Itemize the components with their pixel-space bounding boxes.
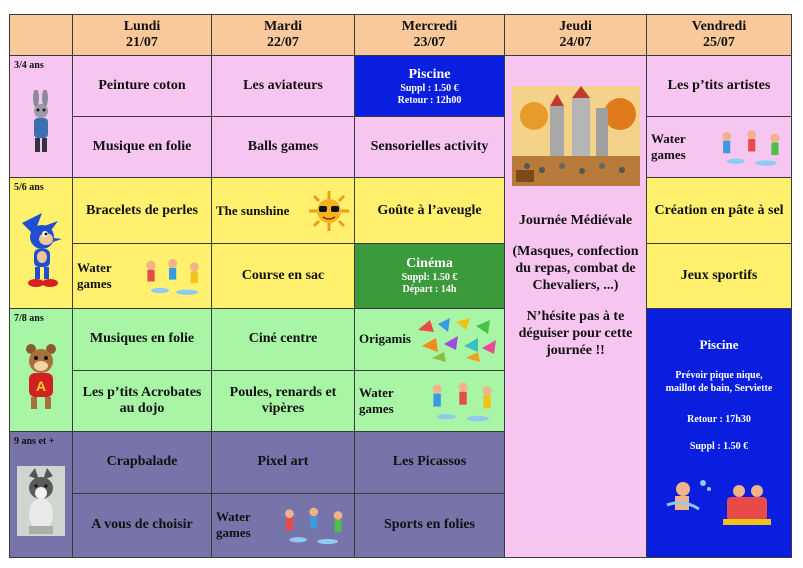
age-group-3-4: 3/4 ans — [10, 56, 73, 178]
activity-cell: Course en sac — [212, 244, 355, 308]
origami-animals-icon — [416, 316, 500, 362]
kids-playing-water-icon — [716, 125, 787, 169]
corner-cell — [10, 15, 73, 56]
activity-cell: Jeux sportifs — [647, 244, 792, 308]
piscine-cell-mercredi: Piscine Suppl : 1.50 € Retour : 12h00 — [355, 56, 505, 117]
day-header-lundi: Lundi 21/07 — [73, 15, 212, 56]
activity-cell: Les p’tits artistes — [647, 56, 792, 117]
hedgehog-character-icon — [18, 209, 64, 289]
day-header-mardi: Mardi 22/07 — [212, 15, 355, 56]
activity-cell: Bracelets de perles — [73, 178, 212, 244]
day-header-vendredi: Vendredi 25/07 — [647, 15, 792, 56]
activity-cell: Sensorielles activity — [355, 117, 505, 178]
activity-cell: Balls games — [212, 117, 355, 178]
activity-cell: Les Picassos — [355, 431, 505, 493]
cinema-cell: Cinéma Suppl: 1.50 € Départ : 14h — [355, 244, 505, 308]
activity-cell: A vous de choisir — [73, 493, 212, 557]
age-group-5-6: 5/6 ans — [10, 178, 73, 308]
activity-cell: Goûte à l’aveugle — [355, 178, 505, 244]
activity-cell: Création en pâte à sel — [647, 178, 792, 244]
activity-cell: Sports en folies — [355, 493, 505, 557]
origamis-cell: Origamis — [355, 308, 505, 370]
kids-playing-water-icon — [142, 254, 207, 298]
water-games-cell: Water games — [355, 370, 505, 431]
activity-cell: Poules, renards et vipères — [212, 370, 355, 431]
svg-text:A: A — [35, 378, 47, 395]
journee-medievale-cell: Journée Médiévale (Masques, confection du repas, combat de Chevaliers, ...) N’hésite pas à te déguiser pour cette journée !! — [505, 56, 647, 558]
water-games-cell: Water games — [647, 117, 792, 178]
water-games-cell: Water games — [212, 493, 355, 557]
husky-dog-photo — [17, 466, 65, 536]
activity-cell: Musique en folie — [73, 117, 212, 178]
activity-cell: Pixel art — [212, 431, 355, 493]
schedule-table — [9, 14, 792, 558]
day-header-jeudi: Jeudi 24/07 — [505, 15, 647, 56]
age-group-9-plus: 9 ans et + — [10, 431, 73, 557]
the-sunshine-cell: The sunshine — [212, 178, 355, 244]
age-group-7-8: 7/8 ans A — [10, 308, 73, 431]
sun-icon — [308, 190, 350, 232]
bunny-character-icon — [26, 90, 56, 156]
activity-cell: Peinture coton — [73, 56, 212, 117]
kids-playing-water-icon — [279, 502, 350, 548]
activity-cell: Crapbalade — [73, 431, 212, 493]
piscine-cell-vendredi: Piscine Prévoir pique nique, maillot de bain, Serviette Retour : 17h30 Suppl : 1.50 € — [647, 308, 792, 558]
beach-kids-illustration — [663, 475, 775, 527]
activity-cell: Les aviateurs — [212, 56, 355, 117]
kids-playing-water-icon — [426, 378, 500, 424]
activity-cell: Ciné centre — [212, 308, 355, 370]
activity-cell: Les p’tits Acrobates au dojo — [73, 370, 212, 431]
chipmunk-character-icon — [21, 339, 61, 413]
activity-cell: Musiques en folie — [73, 308, 212, 370]
day-header-mercredi: Mercredi 23/07 — [355, 15, 505, 56]
medieval-castle-illustration — [512, 86, 640, 186]
water-games-cell: Water games — [73, 244, 212, 308]
